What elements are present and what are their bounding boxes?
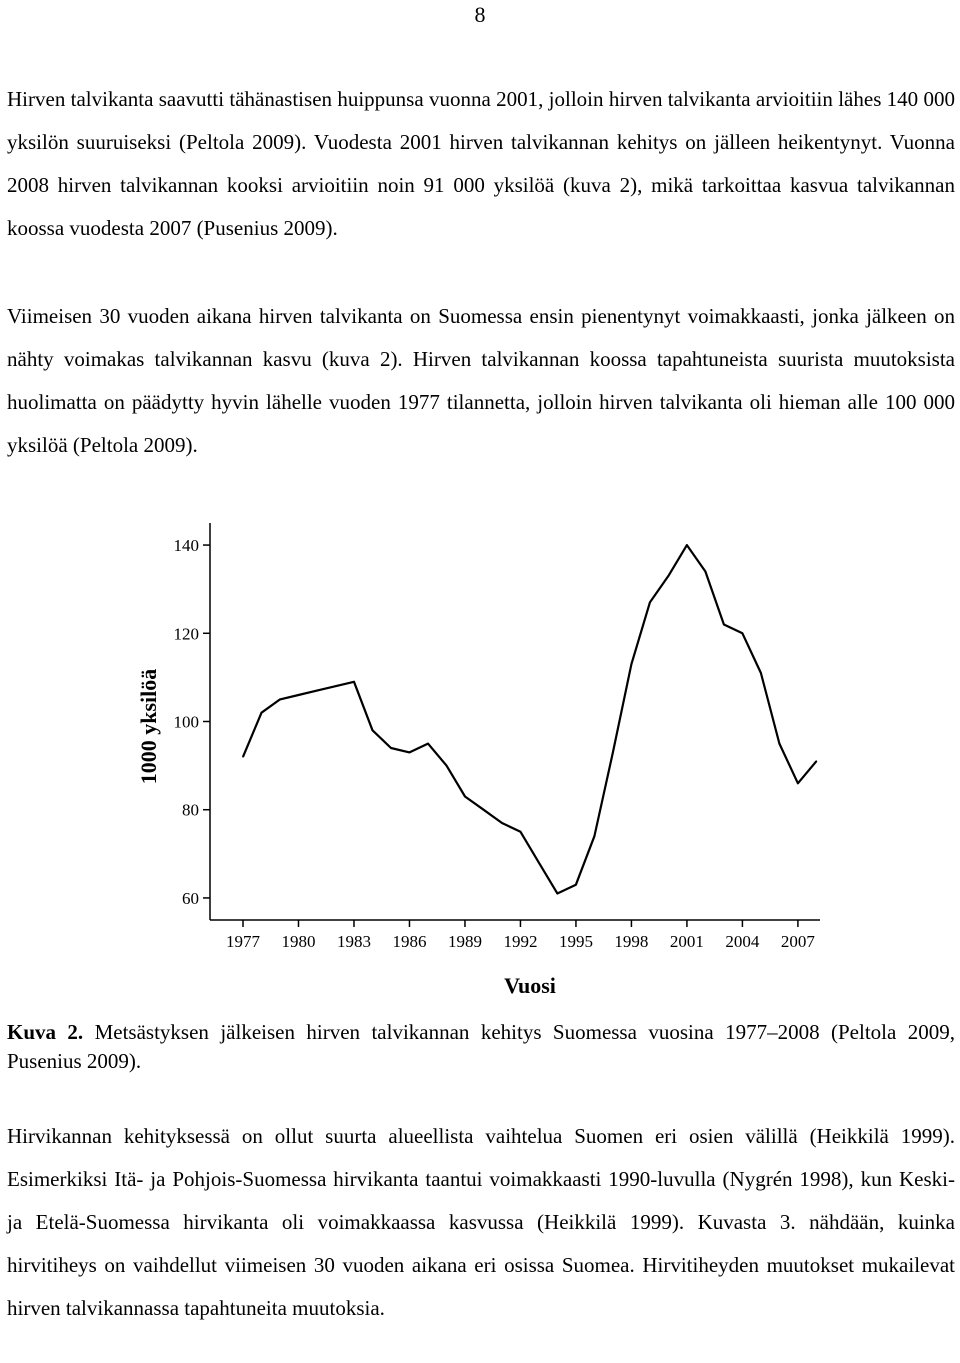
x-tick-label: 1977 (226, 932, 260, 951)
x-tick-label: 1986 (392, 932, 427, 951)
page-number: 8 (474, 2, 486, 27)
paragraph-2: Viimeisen 30 vuoden aikana hirven talvikanta on Suomessa ensin pienentynyt voimakkaasti, jonka jälkeen on nähty voimakas talvikannan kasvu (kuva 2). Hirven talvikannan koossa tapahtuneista suurista muutoksista huolimatta on päädytty hyvin lähelle vuoden 1977 tilannetta, jolloin hirven talvikanta oli hieman alle 100 000 yksilöä (Peltola 2009). (7, 304, 955, 457)
data-point (686, 544, 688, 546)
paragraph-3: Hirvikannan kehityksessä on ollut suurta alueellista vaihtelua Suomen eri osien välillä (Heikkilä 1999). Esimerkiksi Itä- ja Pohjois-Suomessa hirvikanta taantui voimakkaasti 1990-luvulla (Nygrén 1998), kun Keski- ja Etelä-Suomessa hirvikanta oli voimakkaassa kasvussa (Heikkilä 1999). Kuvasta 3. nähdään, kuinka hirvitiheys on vaihdellut viimeisen 30 vuoden aikana eri osissa Suomea. Hirvitiheyden muutokset mukailevat hirven talvikannassa tapahtuneita muutoksia. (7, 1124, 955, 1320)
data-point (316, 690, 318, 692)
data-point (372, 730, 374, 732)
x-tick-label: 1983 (336, 932, 371, 951)
x-tick-label: 1992 (503, 932, 538, 951)
paragraph-1: Hirven talvikanta saavutti tähänastisen huippunsa vuonna 2001, jolloin hirven talvikanta arvioitiin lähes 140 000 yksilön suuruiseksi (Peltola 2009). Vuodesta 2001 hirven talvikannan kehitys on jälleen heikentynyt. Vuonna 2008 hirven talvikannan kooksi arvioitiin noin 91 000 yksilöä (kuva 2), mikä tarkoittaa kasvua talvikannan koossa vuodesta 2007 (Pusenius 2009). (7, 87, 955, 240)
data-point (649, 602, 651, 604)
data-point (298, 694, 300, 696)
data-point (612, 752, 614, 754)
data-point (446, 765, 448, 767)
y-tick-label: 120 (173, 624, 199, 644)
data-point (242, 756, 244, 758)
data-point (575, 884, 577, 886)
y-tick-label: 60 (182, 888, 199, 908)
data-point (520, 831, 522, 833)
data-point (594, 835, 596, 837)
data-point (760, 672, 762, 674)
x-tick-label: 1995 (558, 932, 593, 951)
data-point (464, 796, 466, 798)
data-point (723, 624, 725, 626)
data-point (705, 571, 707, 573)
data-point (797, 782, 799, 784)
data-point (538, 862, 540, 864)
data-point (557, 893, 559, 895)
data-point (353, 681, 355, 683)
x-tick-label: 2001 (669, 932, 704, 951)
series-line (243, 545, 816, 893)
data-point (816, 760, 818, 762)
data-point (501, 822, 503, 824)
y-axis-title: 1000 yksilöä (136, 668, 161, 785)
data-point (335, 685, 337, 687)
y-tick-label: 140 (173, 536, 199, 556)
data-point (409, 752, 411, 754)
caption-label: Kuva 2. (7, 1020, 84, 1044)
data-point (390, 747, 392, 749)
data-point (261, 712, 263, 714)
x-tick-label: 1989 (447, 932, 482, 951)
x-axis-title: Vuosi (504, 973, 556, 998)
x-tick-label: 2004 (725, 932, 760, 951)
y-tick-label: 100 (173, 712, 199, 732)
data-point (427, 743, 429, 745)
x-tick-label: 2007 (780, 932, 815, 951)
data-point (668, 575, 670, 577)
data-point (483, 809, 485, 811)
data-point (279, 699, 281, 701)
x-tick-label: 1998 (614, 932, 649, 951)
population-line-chart (130, 515, 830, 1005)
y-tick-label: 80 (182, 800, 199, 820)
caption-text: Metsästyksen jälkeisen hirven talvikannan kehitys Suomessa vuosina 1977–2008 (Peltola 2009, Pusenius 2009). (7, 1020, 955, 1073)
data-point (779, 743, 781, 745)
data-point (631, 663, 633, 665)
data-point (742, 632, 744, 634)
figure-caption (7, 1018, 955, 1076)
x-tick-label: 1980 (281, 932, 316, 951)
